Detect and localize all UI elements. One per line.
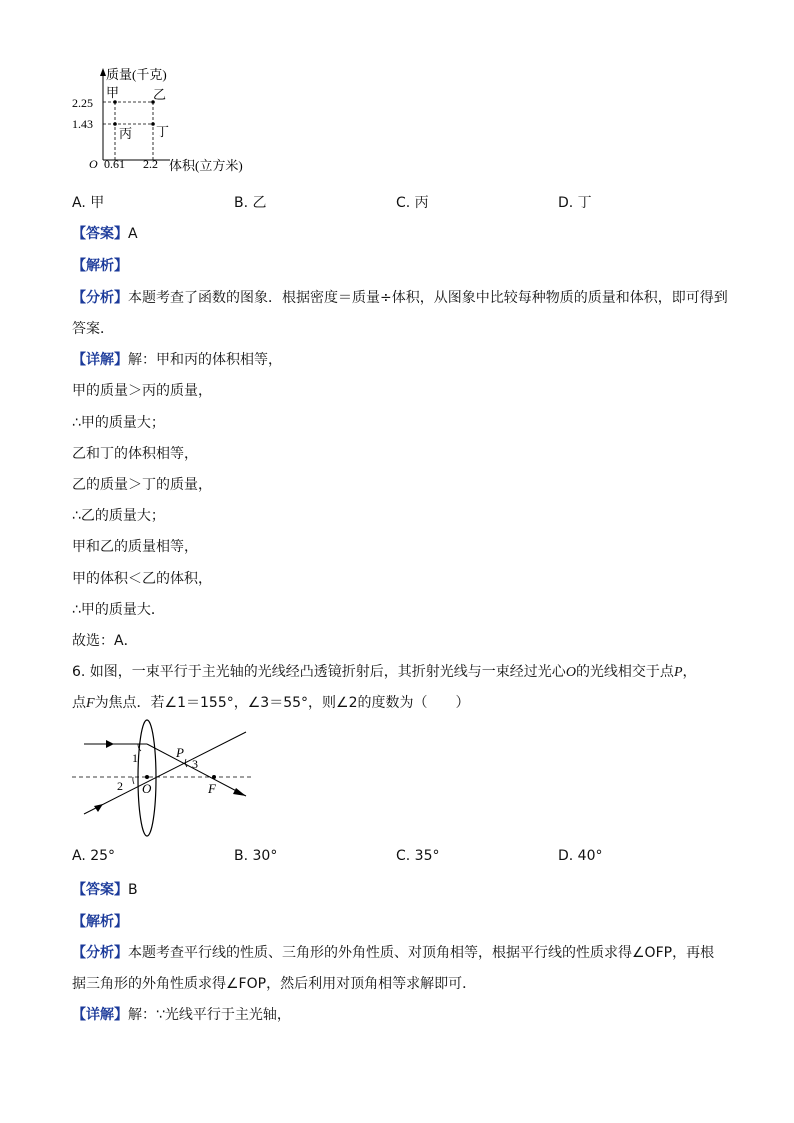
q6-analysis-line-2: 据三角形的外角性质求得∠FOP，然后利用对顶角相等求解即可． [72, 976, 477, 992]
x-axis-label: 体积(立方米) [169, 158, 243, 173]
q5-detail-line-2: ∴甲的质量大； [72, 415, 165, 431]
answer-value: B [128, 882, 138, 898]
q5-answer [72, 223, 138, 243]
q6-stem-text-d: 点 [72, 695, 86, 711]
analysis-tag: 【分析】 [72, 945, 128, 961]
detail-text: 解：∵光线平行于主光轴， [128, 1007, 291, 1023]
q6-point-f: F [86, 696, 95, 711]
q5-jiexi-heading: 【解析】 [72, 258, 128, 274]
q6-point-o: O [565, 665, 576, 680]
q5-detail-line-5: ∴乙的质量大； [72, 508, 165, 524]
detail-text: 解：甲和丙的体积相等， [128, 352, 282, 368]
y-tick-1-43: 1.43 [72, 117, 93, 131]
q5-detail-line-8: ∴甲的质量大． [72, 602, 165, 618]
mass-volume-graph [70, 62, 270, 182]
label-ding: 丁 [156, 124, 170, 139]
y-axis-label: 质量(千克) [106, 67, 167, 82]
q6-stem-text-a: 6. 如图，一束平行于主光轴的光线经凸透镜折射后，其折射光线与一束经过光心 [72, 664, 566, 680]
point-f [212, 775, 216, 779]
analysis-tag: 【分析】 [72, 290, 128, 306]
q6-point-p: P [673, 665, 683, 680]
q5-detail-line-3: 乙和丁的体积相等， [72, 446, 198, 462]
q5-detail-line-0 [72, 349, 282, 369]
q5-analysis-line-2: 答案． [72, 321, 114, 337]
label-angle-2: 2 [117, 779, 123, 793]
q6-analysis-line-1 [72, 942, 714, 962]
answer-value: A [128, 226, 138, 242]
lens-diagram [70, 718, 260, 842]
q6-jiexi-heading: 【解析】 [72, 914, 128, 930]
q5-analysis-line-1 [72, 287, 728, 307]
q5-detail-line-6: 甲和乙的质量相等， [72, 539, 198, 555]
x-tick-2-2: 2.2 [143, 157, 158, 171]
q5-detail-line-1: 甲的质量＞丙的质量， [72, 383, 212, 399]
q6-option-b[interactable]: B. 30° [234, 848, 278, 864]
q6-option-c[interactable]: C. 35° [396, 848, 440, 864]
q6-stem-text-e: 为焦点．若∠1＝155°，∠3＝55°，则∠2的度数为（ ） [94, 695, 470, 711]
point-o [145, 775, 149, 779]
q6-stem-line-2 [72, 692, 469, 712]
answer-tag: 【答案】 [72, 882, 128, 898]
q5-option-b[interactable]: B. 乙 [234, 195, 267, 211]
origin-label: O [89, 157, 98, 171]
label-angle-1: 1 [132, 751, 138, 765]
label-p: P [176, 745, 184, 760]
answer-tag: 【答案】 [72, 226, 128, 242]
label-bing: 丙 [119, 126, 133, 141]
q5-detail-line-4: 乙的质量＞丁的质量， [72, 477, 212, 493]
point-bing [113, 122, 117, 126]
q6-option-a[interactable]: A. 25° [72, 848, 116, 864]
q5-option-c[interactable]: C. 丙 [396, 195, 429, 211]
q5-option-a[interactable]: A. 甲 [72, 195, 105, 211]
q5-option-d[interactable]: D. 丁 [558, 195, 592, 211]
analysis-text: 本题考查平行线的性质、三角形的外角性质、对顶角相等，根据平行线的性质求得∠OFP，再根 [128, 945, 715, 961]
point-ding [151, 122, 155, 126]
detail-tag: 【详解】 [72, 1007, 128, 1023]
x-tick-0-61: 0.61 [104, 157, 125, 171]
q6-stem-text-c: ， [682, 664, 697, 680]
analysis-text: 本题考查了函数的图象．根据密度＝质量÷体积，从图象中比较每种物质的质量和体积，即可得到 [128, 290, 728, 306]
label-o: O [142, 781, 152, 796]
q6-stem-text-b: 的光线相交于点 [575, 664, 674, 680]
label-f: F [208, 781, 216, 796]
detail-tag: 【详解】 [72, 352, 128, 368]
q6-option-d[interactable]: D. 40° [558, 848, 603, 864]
label-yi: 乙 [153, 87, 167, 102]
q6-stem-line-1 [72, 661, 697, 681]
label-angle-3: 3 [192, 757, 198, 771]
label-jia: 甲 [106, 85, 120, 100]
q6-answer [72, 879, 138, 899]
point-jia [113, 100, 117, 104]
q6-detail-line-1 [72, 1004, 291, 1024]
y-tick-2-25: 2.25 [72, 96, 93, 110]
q5-detail-line-9: 故选：A． [72, 633, 138, 649]
q5-detail-line-7: 甲的体积＜乙的体积， [72, 571, 212, 587]
